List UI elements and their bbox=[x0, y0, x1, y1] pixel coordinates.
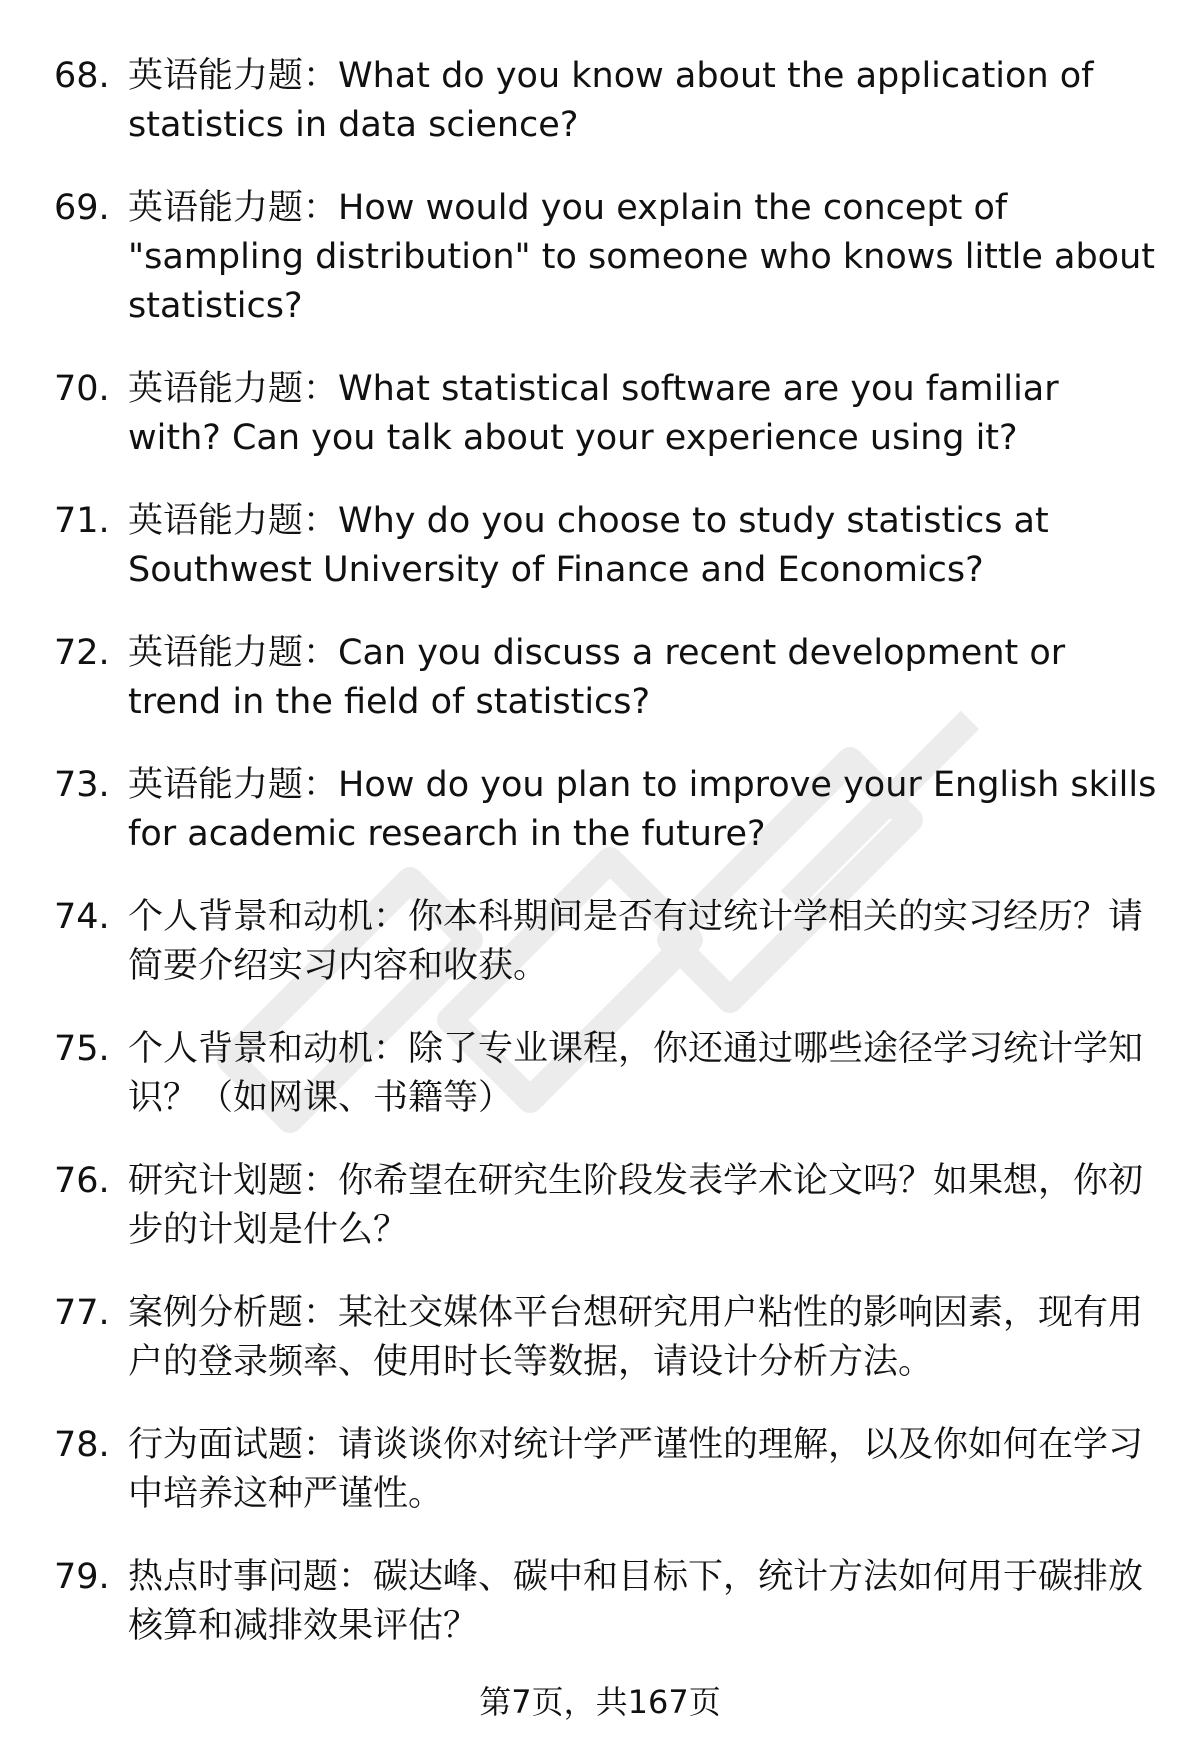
question-number: 78. bbox=[54, 1425, 110, 1465]
question-number: 75. bbox=[54, 1029, 110, 1069]
question-item-68 bbox=[0, 52, 1200, 150]
question-item-71 bbox=[0, 497, 1200, 595]
question-text: 行为面试题：请谈谈你对统计学严谨性的理解，以及你如何在学习中培养这种严谨性。 bbox=[128, 1425, 1144, 1514]
page-footer: 第7页，共167页 bbox=[479, 1683, 721, 1721]
question-text: 个人背景和动机：你本科期间是否有过统计学相关的实习经历？请简要介绍实习内容和收获。 bbox=[128, 897, 1144, 986]
question-text: 英语能力题：What do you know about the application of statistics in data science? bbox=[128, 56, 1094, 145]
question-item-70 bbox=[0, 365, 1200, 463]
question-number: 74. bbox=[54, 897, 110, 937]
question-text: 英语能力题：What statistical software are you familiar with? Can you talk about your experience using it? bbox=[128, 369, 1059, 458]
question-item-75 bbox=[0, 1025, 1200, 1123]
question-text: 个人背景和动机：除了专业课程，你还通过哪些途径学习统计学知识？（如网课、书籍等） bbox=[128, 1029, 1144, 1118]
question-item-76 bbox=[0, 1157, 1200, 1255]
question-text: 研究计划题：你希望在研究生阶段发表学术论文吗？如果想，你初步的计划是什么？ bbox=[128, 1161, 1144, 1250]
question-number: 79. bbox=[54, 1557, 110, 1597]
question-text: 英语能力题：Why do you choose to study statistics at Southwest University of Finance and Economics? bbox=[128, 501, 1049, 590]
question-item-72 bbox=[0, 629, 1200, 727]
question-number: 72. bbox=[54, 633, 110, 673]
question-text: 英语能力题：How do you plan to improve your English skills for academic research in the future? bbox=[128, 765, 1157, 854]
question-item-79 bbox=[0, 1553, 1200, 1651]
question-number: 73. bbox=[54, 765, 110, 805]
question-text: 英语能力题：Can you discuss a recent development or trend in the field of statistics? bbox=[128, 633, 1066, 722]
question-text: 英语能力题：How would you explain the concept of "sampling distribution" to someone who knows little about statistics? bbox=[128, 188, 1155, 326]
question-item-78 bbox=[0, 1421, 1200, 1519]
question-number: 70. bbox=[54, 369, 110, 409]
question-number: 68. bbox=[54, 56, 110, 96]
question-number: 71. bbox=[54, 501, 110, 541]
question-list bbox=[0, 52, 1200, 1685]
question-item-69 bbox=[0, 184, 1200, 331]
question-number: 76. bbox=[54, 1161, 110, 1201]
question-item-77 bbox=[0, 1289, 1200, 1387]
question-number: 77. bbox=[54, 1293, 110, 1333]
question-item-73 bbox=[0, 761, 1200, 859]
question-text: 热点时事问题：碳达峰、碳中和目标下，统计方法如何用于碳排放核算和减排效果评估？ bbox=[128, 1557, 1144, 1646]
question-text: 案例分析题：某社交媒体平台想研究用户粘性的影响因素，现有用户的登录频率、使用时长等数据，请设计分析方法。 bbox=[128, 1293, 1144, 1382]
question-number: 69. bbox=[54, 188, 110, 228]
question-item-74 bbox=[0, 893, 1200, 991]
